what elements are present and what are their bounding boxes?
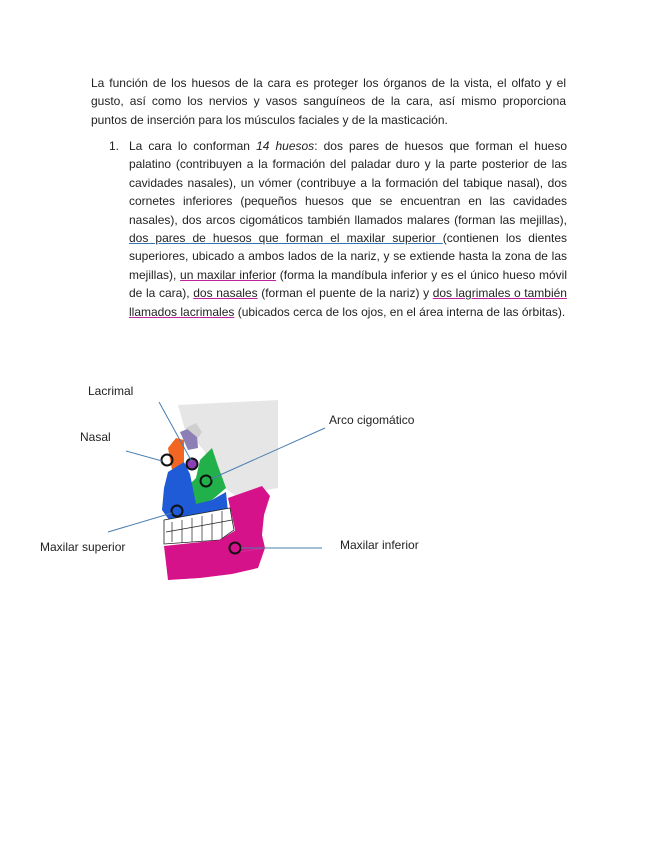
list-number: 1. [109,139,120,153]
text-run: La cara lo conforman [129,139,257,153]
text-run: : dos pares de huesos que forman el hueso palatino (contribuyen a la formación del paladar duro y la parte posterior de las cavidades nasales), un vómer (contribuye a la formación del tabique nasal), dos cornetes inferiores (pequeños huesos que se encuentran en las cavidades nasales), dos arcos cigomáticos también llamados malares (forman las mejillas), [129,139,567,227]
text-run: (forma la mandíbula inferior y es el único hueso móvil de la cara), [129,267,568,301]
emphasis-14-huesos: 14 huesos [256,139,315,153]
intro-paragraph: La función de los huesos de la cara es proteger los órganos de la vista, el olfato y el gusto, así como los nervios y vasos sanguíneos de la cara, así mismo proporciona puntos de inserción para los músculos faciales y de la masticación. [91,76,566,127]
text-run: (contienen los dientes superiores, ubicado a ambos lados de la nariz, y se extiende hasta la zona de las mejillas), [129,231,567,282]
underlined-lagrimales: dos lagrimales o también llamados lacrimales [129,286,567,319]
label-arco-cigomatico: Arco cigomático [329,413,415,427]
label-nasal: Nasal [80,430,111,444]
label-maxilar-superior: Maxilar superior [40,540,126,554]
underlined-maxilar-inferior: un maxilar inferior [180,267,277,282]
marker-lacrimal [187,459,198,470]
label-lacrimal: Lacrimal [88,384,134,398]
label-maxilar-inferior: Maxilar inferior [340,538,419,552]
text-run: (ubicados cerca de los ojos, en el área interna de las órbitas). [234,304,566,319]
text-run: (forman el puente de la nariz) y [257,286,433,301]
underlined-nasales: dos nasales [193,286,258,301]
underlined-maxilar-superior: dos pares de huesos que forman el maxilar superior [129,231,443,246]
